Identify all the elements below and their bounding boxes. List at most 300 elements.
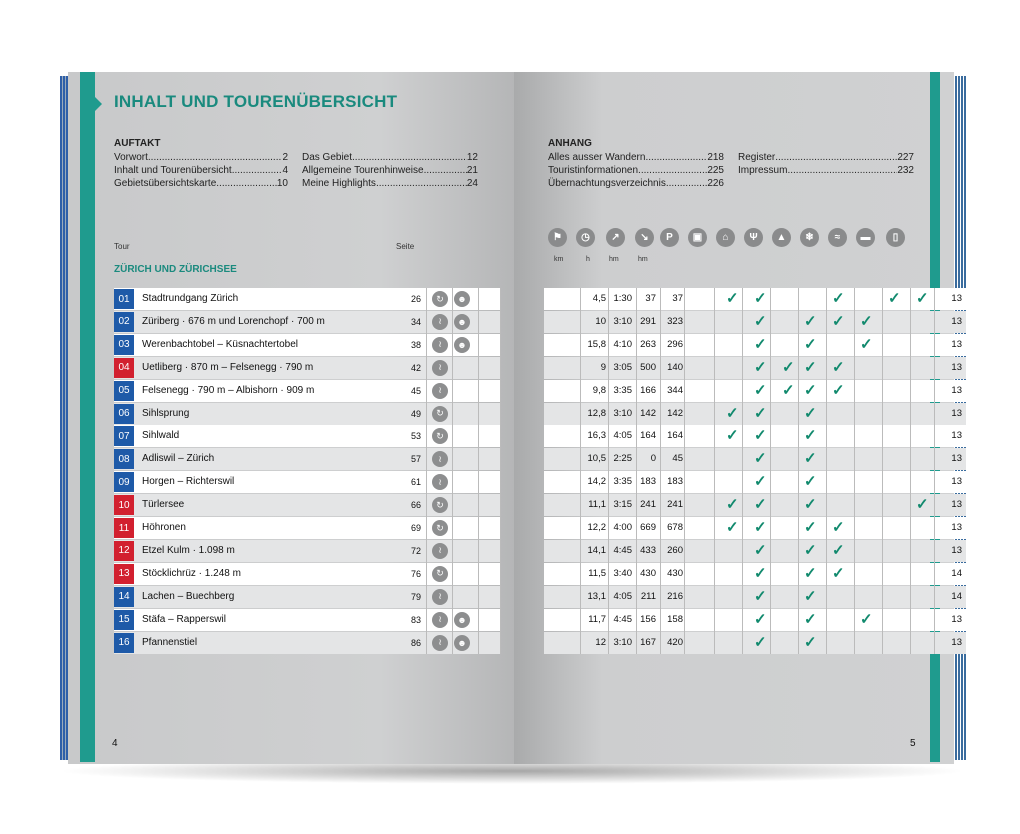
hut-icon: ▲ <box>772 228 791 247</box>
tour-h: 3:15 <box>613 499 632 511</box>
toc-entry[interactable] <box>738 164 914 177</box>
toc-label: Gebietsübersichtskarte <box>114 178 217 189</box>
loop-icon: ↻ <box>432 520 448 536</box>
table-row[interactable] <box>114 448 962 470</box>
check-icon: ✓ <box>804 541 817 559</box>
tour-down: 158 <box>667 613 683 625</box>
toc-page: 226 <box>707 178 724 189</box>
toc-label: Inhalt und Tourenübersicht <box>114 165 232 176</box>
tour-page: 45 <box>410 385 421 396</box>
tour-name[interactable]: Horgen – Richterswil <box>142 476 235 488</box>
column-divider <box>770 288 771 654</box>
toc-page: 21 <box>466 165 478 176</box>
tour-map-ref: 13 <box>951 636 962 648</box>
toc-page: 24 <box>466 178 478 189</box>
unit-label: h <box>586 256 590 263</box>
toc-leader <box>787 164 897 177</box>
page-title: INHALT UND TOURENÜBERSICHT <box>114 92 398 111</box>
tour-down: 140 <box>667 361 683 373</box>
tour-page: 57 <box>410 454 421 465</box>
toc-label: Vorwort <box>114 152 148 163</box>
page-number-left: 4 <box>112 738 118 749</box>
tour-map-ref: 13 <box>951 613 962 625</box>
check-icon: ✓ <box>804 312 817 330</box>
check-icon: ✓ <box>804 335 817 353</box>
title-arrow-icon <box>94 96 102 112</box>
route-icon: ≀ <box>432 612 448 628</box>
table-row[interactable] <box>114 563 962 585</box>
tour-name[interactable]: Höhronen <box>142 522 186 533</box>
phone-icon: ▯ <box>886 228 905 247</box>
tour-column-label: Tour <box>114 242 130 251</box>
tour-km: 4,5 <box>592 293 606 304</box>
tour-number: 09 <box>114 472 134 492</box>
check-icon: ✓ <box>832 541 845 559</box>
tour-h: 3:40 <box>613 567 632 579</box>
check-icon: ✓ <box>804 381 817 399</box>
tour-h: 3:10 <box>613 315 632 327</box>
toc-page: 225 <box>707 165 724 176</box>
loop-icon: ↻ <box>432 428 448 444</box>
toc-entry[interactable] <box>302 164 478 177</box>
route-icon: ≀ <box>432 314 448 330</box>
tour-km: 12 <box>595 636 606 648</box>
table-row[interactable] <box>114 403 962 425</box>
toc-label: Meine Highlights <box>302 178 376 189</box>
tour-page: 61 <box>410 477 421 488</box>
check-icon: ✓ <box>916 290 929 307</box>
route-icon: ≀ <box>432 451 448 467</box>
table-row[interactable] <box>114 632 962 654</box>
tour-name[interactable]: Sihlsprung <box>142 407 190 419</box>
tour-h: 2:25 <box>613 453 632 465</box>
check-icon: ✓ <box>804 404 817 422</box>
tour-name[interactable]: Felsenegg · 790 m – Albishorn · 909 m <box>142 384 315 396</box>
check-icon: ✓ <box>754 587 767 605</box>
column-divider <box>826 288 827 654</box>
tour-h: 3:35 <box>613 476 632 488</box>
tour-map-ref: 13 <box>951 338 962 350</box>
tour-map-ref: 13 <box>951 315 962 327</box>
tour-page: 53 <box>410 431 421 442</box>
unit-label: hm <box>638 256 648 263</box>
check-icon: ✓ <box>832 312 845 330</box>
tour-name[interactable]: Lachen – Buechberg <box>142 590 235 602</box>
tour-number: 04 <box>114 358 134 378</box>
tour-up: 37 <box>645 293 656 304</box>
tour-down: 430 <box>667 567 683 579</box>
tour-km: 9,8 <box>592 384 606 396</box>
toc-entry[interactable] <box>114 164 288 177</box>
check-icon: ✓ <box>832 290 845 307</box>
toc-page: 218 <box>707 152 724 163</box>
tour-page: 76 <box>410 568 421 579</box>
table-row[interactable] <box>114 357 962 379</box>
table-row[interactable] <box>114 540 962 562</box>
tour-km: 12,8 <box>587 407 606 419</box>
unit-label: hm <box>609 256 619 263</box>
tour-up: 430 <box>640 567 656 579</box>
tour-name[interactable]: Türlersee <box>142 499 185 511</box>
tour-page: 49 <box>410 408 421 419</box>
check-icon: ✓ <box>804 633 817 651</box>
route-icon: ≀ <box>432 635 448 651</box>
check-icon: ✓ <box>804 473 817 491</box>
check-icon: ✓ <box>832 358 845 376</box>
tour-up: 291 <box>640 315 656 327</box>
tour-down: 296 <box>667 338 683 350</box>
check-icon: ✓ <box>804 427 817 445</box>
toc-label: Impressum <box>738 165 788 176</box>
tour-map-ref: 13 <box>951 522 962 533</box>
check-icon: ✓ <box>754 633 767 651</box>
tour-up: 241 <box>640 499 656 511</box>
toc-leader <box>666 177 707 190</box>
column-divider <box>426 288 427 654</box>
check-icon: ✓ <box>754 473 767 491</box>
loop-icon: ↻ <box>432 406 448 422</box>
column-divider <box>798 288 799 654</box>
tour-page: 38 <box>410 339 421 350</box>
tour-h: 3:10 <box>613 407 632 419</box>
toc-entry[interactable] <box>548 177 724 190</box>
route-icon: ≀ <box>432 474 448 490</box>
tour-name[interactable]: Etzel Kulm · 1.098 m <box>142 544 235 556</box>
check-icon: ✓ <box>860 312 873 330</box>
tour-name[interactable]: Adliswil – Zürich <box>142 453 215 465</box>
tour-number: 13 <box>114 564 134 584</box>
tour-page: 66 <box>410 500 421 511</box>
check-icon: ✓ <box>860 610 873 628</box>
column-divider <box>684 288 685 654</box>
route-icon: ≀ <box>432 337 448 353</box>
toc-leader <box>148 151 283 164</box>
tour-up: 500 <box>640 361 656 373</box>
check-icon: ✓ <box>726 519 739 536</box>
bench-icon: ▬ <box>856 228 875 247</box>
table-row[interactable] <box>114 586 962 608</box>
check-icon: ✓ <box>754 564 767 582</box>
column-divider <box>500 288 501 654</box>
table-row[interactable] <box>114 288 962 310</box>
tour-up: 669 <box>640 522 656 533</box>
bear-face-icon: ☻ <box>454 314 470 330</box>
tour-map-ref: 13 <box>951 499 962 511</box>
tour-name[interactable]: Sihlwald <box>142 430 180 442</box>
tour-map-ref: 14 <box>951 590 962 602</box>
swimming-icon: ≈ <box>828 228 847 247</box>
toc-leader <box>232 164 283 177</box>
anhang-list-1 <box>548 151 724 190</box>
tour-map-ref: 13 <box>951 544 962 556</box>
toc-entry[interactable] <box>302 151 478 164</box>
region-heading: ZÜRICH UND ZÜRICHSEE <box>114 264 237 275</box>
check-icon: ✓ <box>754 358 767 376</box>
tour-h: 1:30 <box>613 293 632 304</box>
toc-label: Das Gebiet <box>302 152 353 163</box>
check-icon: ✓ <box>804 564 817 582</box>
tour-km: 12,2 <box>587 522 606 533</box>
tour-number: 16 <box>114 633 134 653</box>
check-icon: ✓ <box>782 381 795 399</box>
check-icon: ✓ <box>804 519 817 536</box>
check-icon: ✓ <box>726 290 739 307</box>
bear-face-icon: ☻ <box>454 635 470 651</box>
table-row[interactable] <box>114 425 962 447</box>
toc-leader <box>638 164 707 177</box>
column-divider <box>608 288 609 654</box>
check-icon: ✓ <box>804 450 817 468</box>
tour-km: 11,5 <box>588 567 606 579</box>
anhang-list-2 <box>738 151 914 177</box>
tour-page: 26 <box>410 294 421 304</box>
tour-map-ref: 13 <box>951 430 962 442</box>
table-row[interactable] <box>114 494 962 516</box>
table-row[interactable] <box>114 609 962 631</box>
tour-page: 72 <box>410 545 421 556</box>
anhang-heading: ANHANG <box>548 138 592 149</box>
route-icon: ≀ <box>432 360 448 376</box>
check-icon: ✓ <box>804 358 817 376</box>
tour-up: 164 <box>640 430 656 442</box>
check-icon: ✓ <box>754 610 767 628</box>
tour-page: 86 <box>410 637 421 648</box>
auftakt-heading: AUFTAKT <box>114 138 161 149</box>
toc-page: 10 <box>276 178 288 189</box>
tour-h: 4:45 <box>613 613 632 625</box>
toc-label: Übernachtungsverzeichnis <box>548 178 666 189</box>
bear-face-icon: ☻ <box>454 291 470 307</box>
route-icon: ≀ <box>432 543 448 559</box>
clock-icon: ◷ <box>576 228 595 247</box>
tour-km: 14,2 <box>587 476 606 488</box>
tour-up: 433 <box>640 544 656 556</box>
toc-page: 12 <box>466 152 478 163</box>
loop-icon: ↻ <box>432 566 448 582</box>
check-icon: ✓ <box>832 519 845 536</box>
tour-h: 4:10 <box>613 338 632 350</box>
check-icon: ✓ <box>754 496 767 514</box>
check-icon: ✓ <box>754 312 767 330</box>
tour-page: 79 <box>410 591 421 602</box>
bear-face-icon: ☻ <box>454 337 470 353</box>
check-icon: ✓ <box>754 404 767 422</box>
seite-column-label: Seite <box>396 242 415 251</box>
toc-leader <box>775 151 897 164</box>
tour-number: 08 <box>114 449 134 469</box>
tour-number: 03 <box>114 335 134 355</box>
tour-km: 10,5 <box>587 453 606 465</box>
tour-number: 07 <box>114 426 134 446</box>
tour-name[interactable]: Werenbachtobel – Küsnachtertobel <box>142 338 299 350</box>
tour-down: 678 <box>667 522 683 533</box>
tour-km: 16,3 <box>587 430 606 442</box>
check-icon: ✓ <box>726 427 739 445</box>
tour-map-ref: 13 <box>951 361 962 373</box>
check-icon: ✓ <box>832 381 845 399</box>
tour-up: 142 <box>640 407 656 419</box>
teal-band-left <box>80 72 95 762</box>
loop-icon: ↻ <box>432 497 448 513</box>
column-divider <box>714 288 715 654</box>
column-divider <box>910 288 911 654</box>
check-icon: ✓ <box>754 290 767 307</box>
table-row[interactable] <box>114 334 962 356</box>
tour-up: 167 <box>640 636 656 648</box>
check-icon: ✓ <box>860 335 873 353</box>
toc-entry[interactable] <box>114 151 288 164</box>
check-icon: ✓ <box>726 496 739 514</box>
column-divider <box>854 288 855 654</box>
check-icon: ✓ <box>916 496 929 514</box>
toc-page: 2 <box>282 152 288 163</box>
check-icon: ✓ <box>726 404 739 422</box>
tour-h: 4:45 <box>613 544 632 556</box>
descent-icon: ↘ <box>635 228 654 247</box>
toc-entry[interactable] <box>114 177 288 190</box>
auftakt-list-2 <box>302 151 478 190</box>
tour-number: 14 <box>114 587 134 607</box>
table-row[interactable] <box>114 517 962 539</box>
loop-icon: ↻ <box>432 291 448 307</box>
tour-page: 69 <box>410 523 421 533</box>
tour-name[interactable]: Stadtrundgang Zürich <box>142 293 239 304</box>
page-number-right: 5 <box>910 738 916 749</box>
tour-down: 45 <box>672 453 683 465</box>
check-icon: ✓ <box>804 610 817 628</box>
tour-page: 34 <box>410 316 421 327</box>
tour-down: 183 <box>667 476 683 488</box>
snowflake-icon: ❄ <box>800 228 819 247</box>
column-divider <box>882 288 883 654</box>
toc-label: Touristinformationen <box>548 165 639 176</box>
route-icon: ≀ <box>432 383 448 399</box>
tour-down: 216 <box>667 590 683 602</box>
toc-page: 227 <box>897 152 914 163</box>
auftakt-list-1 <box>114 151 288 190</box>
check-icon: ✓ <box>754 427 767 445</box>
check-icon: ✓ <box>782 358 795 376</box>
bus-icon: ▣ <box>688 228 707 247</box>
tour-map-ref: 13 <box>951 293 962 304</box>
tour-up: 211 <box>640 590 656 602</box>
toc-entry[interactable] <box>548 164 724 177</box>
column-divider <box>636 288 637 654</box>
tour-up: 0 <box>650 453 656 465</box>
tour-h: 4:00 <box>613 522 632 533</box>
check-icon: ✓ <box>754 335 767 353</box>
tour-map-ref: 13 <box>951 476 962 488</box>
check-icon: ✓ <box>888 290 901 307</box>
tour-km: 14,1 <box>587 544 606 556</box>
tour-km: 11,1 <box>588 499 606 511</box>
tour-page: 42 <box>410 362 421 373</box>
column-divider <box>478 288 479 654</box>
check-icon: ✓ <box>832 564 845 582</box>
toc-entry[interactable] <box>548 151 724 164</box>
tour-down: 164 <box>667 430 683 442</box>
tour-down: 142 <box>667 407 683 419</box>
check-icon: ✓ <box>754 381 767 399</box>
tour-down: 37 <box>672 293 683 304</box>
parking-icon: P <box>660 228 679 247</box>
toc-entry[interactable] <box>738 151 914 164</box>
check-icon: ✓ <box>754 450 767 468</box>
toc-page: 232 <box>897 165 914 176</box>
toc-label: Register <box>738 152 776 163</box>
tour-page: 83 <box>410 614 421 625</box>
tour-number: 10 <box>114 495 134 515</box>
column-divider <box>452 288 453 654</box>
toc-leader <box>645 151 707 164</box>
column-divider <box>660 288 661 654</box>
tour-h: 3:05 <box>613 361 632 373</box>
toc-leader <box>216 177 277 190</box>
toc-leader <box>376 177 467 190</box>
tour-km: 11,7 <box>588 613 606 625</box>
tour-name[interactable]: Züriberg · 676 m und Lorenchopf · 700 m <box>142 315 325 327</box>
tour-name[interactable]: Stöcklichrüz · 1.248 m <box>142 567 241 579</box>
tour-km: 13,1 <box>587 590 606 602</box>
tour-number: 06 <box>114 404 134 424</box>
tour-down: 344 <box>667 384 683 396</box>
column-divider <box>742 288 743 654</box>
tour-name[interactable]: Uetliberg · 870 m – Felsenegg · 790 m <box>142 361 314 373</box>
tour-number: 02 <box>114 312 134 332</box>
tour-km: 15,8 <box>587 338 606 350</box>
tour-down: 241 <box>667 499 683 511</box>
toc-page: 4 <box>282 165 288 176</box>
tour-map-ref: 14 <box>951 567 962 579</box>
tour-km: 9 <box>600 361 606 373</box>
tour-number: 11 <box>114 518 134 538</box>
table-row[interactable] <box>114 311 962 333</box>
tour-up: 166 <box>640 384 656 396</box>
tour-map-ref: 13 <box>951 407 962 419</box>
cablecar-icon: ⌂ <box>716 228 735 247</box>
column-divider <box>580 288 581 654</box>
toc-leader <box>424 164 467 177</box>
unit-label: km <box>554 256 564 263</box>
check-icon: ✓ <box>804 496 817 514</box>
tour-name[interactable]: Stäfa – Rapperswil <box>142 613 226 625</box>
tour-number: 15 <box>114 610 134 630</box>
ascent-icon: ↗ <box>606 228 625 247</box>
table-row[interactable] <box>114 380 962 402</box>
toc-label: Allgemeine Tourenhinweise <box>302 165 424 176</box>
tour-up: 183 <box>640 476 656 488</box>
tour-h: 3:35 <box>613 384 632 396</box>
toc-label: Alles ausser Wandern <box>548 152 646 163</box>
toc-entry[interactable] <box>302 177 478 190</box>
table-row[interactable] <box>114 471 962 493</box>
route-icon: ≀ <box>432 589 448 605</box>
bear-face-icon: ☻ <box>454 612 470 628</box>
check-icon: ✓ <box>804 587 817 605</box>
check-icon: ✓ <box>754 519 767 536</box>
check-icon: ✓ <box>754 541 767 559</box>
tour-h: 4:05 <box>613 590 632 602</box>
tour-map-ref: 13 <box>951 453 962 465</box>
toc-leader <box>352 151 467 164</box>
tour-map-ref: 13 <box>951 384 962 396</box>
tour-h: 4:05 <box>613 430 632 442</box>
tour-km: 10 <box>595 315 606 327</box>
tour-name[interactable]: Pfannenstiel <box>142 636 198 648</box>
tour-down: 323 <box>667 315 683 327</box>
restaurant-icon: Ψ <box>744 228 763 247</box>
column-divider <box>934 288 935 654</box>
